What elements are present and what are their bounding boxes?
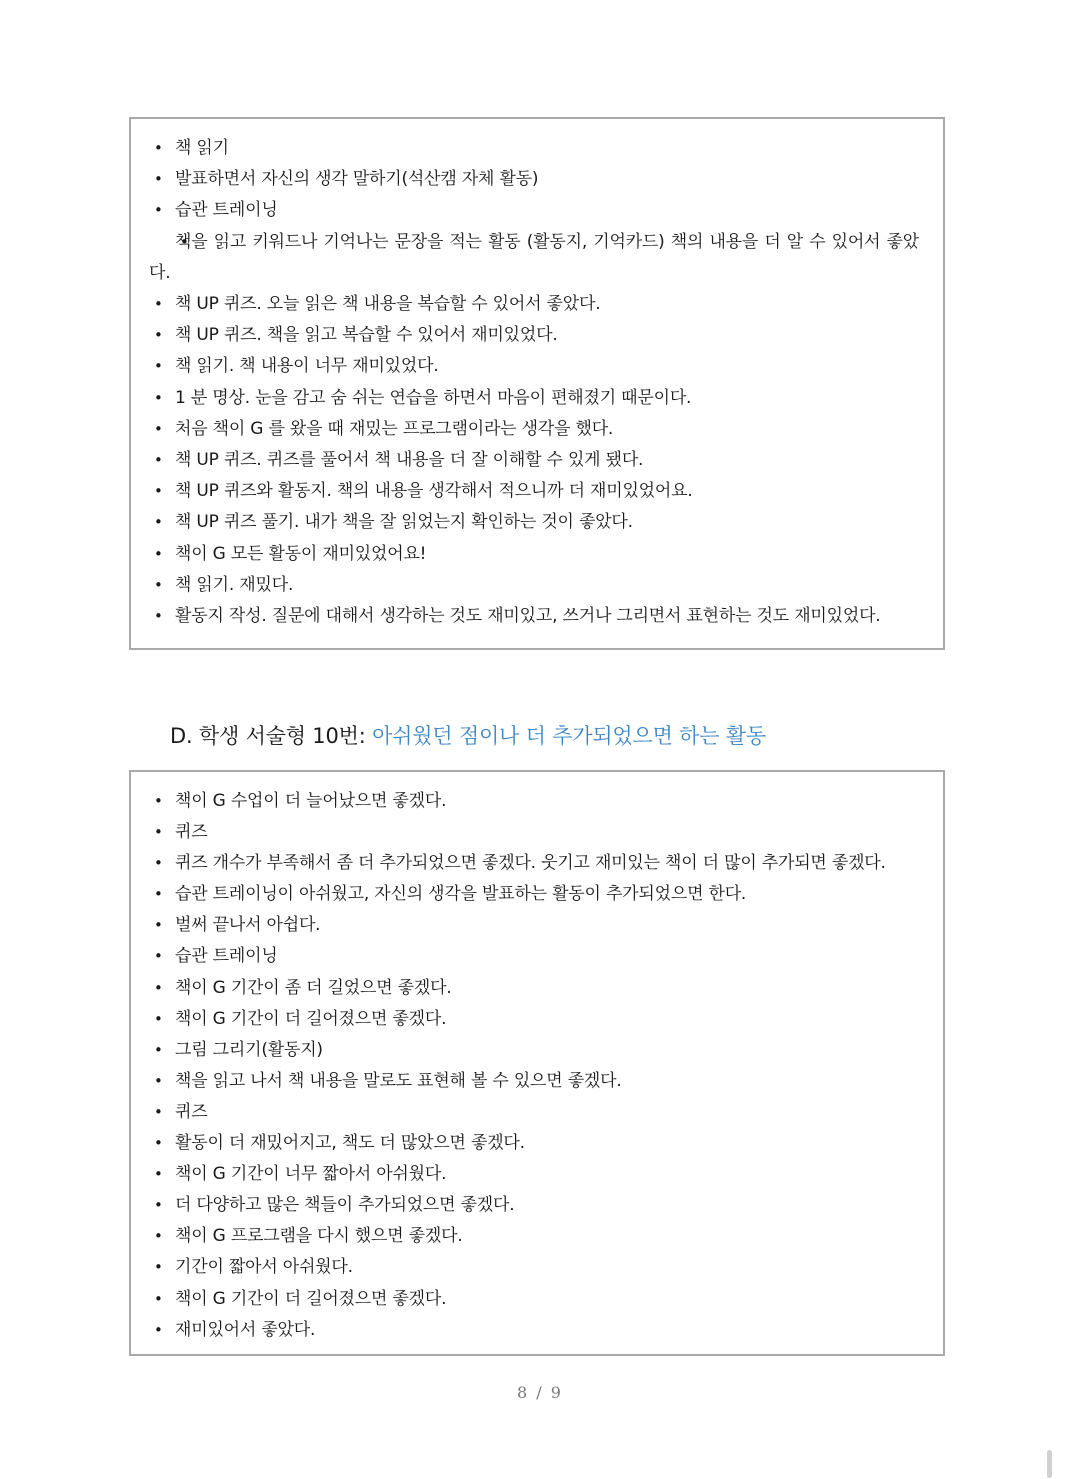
list-item: • 퀴즈 [149, 817, 919, 848]
section-c-list [149, 133, 919, 632]
list-item: • 벌써 끝나서 아쉽다. [149, 910, 919, 941]
list-item: • 더 다양하고 많은 책들이 추가되었으면 좋겠다. [149, 1190, 919, 1221]
list-item: • 책이 G 수업이 더 늘어났으면 좋겠다. [149, 786, 919, 817]
section-d-heading [170, 720, 766, 752]
list-item: • 책 읽기 [149, 133, 919, 164]
list-item: • 퀴즈 개수가 부족해서 좀 더 추가되었으면 좋겠다. 웃기고 재미있는 책이 더 많이 추가되면 좋겠다. [149, 848, 919, 879]
list-item: • 그림 그리기(활동지) [149, 1035, 919, 1066]
list-item: • 책을 읽고 나서 책 내용을 말로도 표현해 볼 수 있으면 좋겠다. [149, 1066, 919, 1097]
section-c-box [129, 117, 945, 650]
list-item: • 책 UP 퀴즈 풀기. 내가 책을 잘 읽었는지 확인하는 것이 좋았다. [149, 507, 919, 538]
section-d-list [149, 786, 919, 1346]
list-item: • 책 UP 퀴즈. 퀴즈를 풀어서 책 내용을 더 잘 이해할 수 있게 됐다. [149, 445, 919, 476]
list-item: • 습관 트레이닝 [149, 195, 919, 226]
list-item: • 책이 G 기간이 더 길어졌으면 좋겠다. [149, 1284, 919, 1315]
scrollbar-thumb[interactable] [1047, 1450, 1052, 1478]
list-item: • 책이 G 기간이 너무 짧아서 아쉬웠다. [149, 1159, 919, 1190]
list-item: • 퀴즈 [149, 1097, 919, 1128]
list-item: • 책이 G 프로그램을 다시 했으면 좋겠다. [149, 1221, 919, 1252]
list-item: • 책이 G 기간이 좀 더 길었으면 좋겠다. [149, 973, 919, 1004]
section-d-box [129, 770, 945, 1356]
section-d-heading-accent: 아쉬웠던 점이나 더 추가되었으면 하는 활동 [372, 724, 766, 748]
list-item: • 책을 읽고 키워드나 기억나는 문장을 적는 활동 (활동지, 기억카드) 책의 내용을 더 알 수 있어서 좋았다. [149, 227, 919, 289]
list-item: • 활동지 작성. 질문에 대해서 생각하는 것도 재미있고, 쓰거나 그리면서 표현하는 것도 재미있었다. [149, 601, 919, 632]
list-item: • 책 UP 퀴즈와 활동지. 책의 내용을 생각해서 적으니까 더 재미있었어요. [149, 476, 919, 507]
list-item: • 재미있어서 좋았다. [149, 1315, 919, 1346]
section-d-heading-prefix: D. 학생 서술형 10번: [170, 724, 373, 748]
list-item: • 책 읽기. 재밌다. [149, 570, 919, 601]
list-item: • 습관 트레이닝 [149, 941, 919, 972]
list-item: • 발표하면서 자신의 생각 말하기(석산캠 자체 활동) [149, 164, 919, 195]
list-item: • 책 UP 퀴즈. 오늘 읽은 책 내용을 복습할 수 있어서 좋았다. [149, 289, 919, 320]
list-item: • 1 분 명상. 눈을 감고 숨 쉬는 연습을 하면서 마음이 편해졌기 때문이다. [149, 383, 919, 414]
list-item: • 책이 G 모든 활동이 재미있었어요! [149, 539, 919, 570]
list-item: • 습관 트레이닝이 아쉬웠고, 자신의 생각을 발표하는 활동이 추가되었으면 한다. [149, 879, 919, 910]
list-item: • 처음 책이 G 를 왔을 때 재밌는 프로그램이라는 생각을 했다. [149, 414, 919, 445]
list-item: • 책 읽기. 책 내용이 너무 재미있었다. [149, 351, 919, 382]
list-item: • 책이 G 기간이 더 길어졌으면 좋겠다. [149, 1004, 919, 1035]
page-number: 8 / 9 [517, 1383, 563, 1402]
list-item: • 책 UP 퀴즈. 책을 읽고 복습할 수 있어서 재미있었다. [149, 320, 919, 351]
list-item: • 기간이 짧아서 아쉬웠다. [149, 1252, 919, 1283]
list-item: • 활동이 더 재밌어지고, 책도 더 많았으면 좋겠다. [149, 1128, 919, 1159]
